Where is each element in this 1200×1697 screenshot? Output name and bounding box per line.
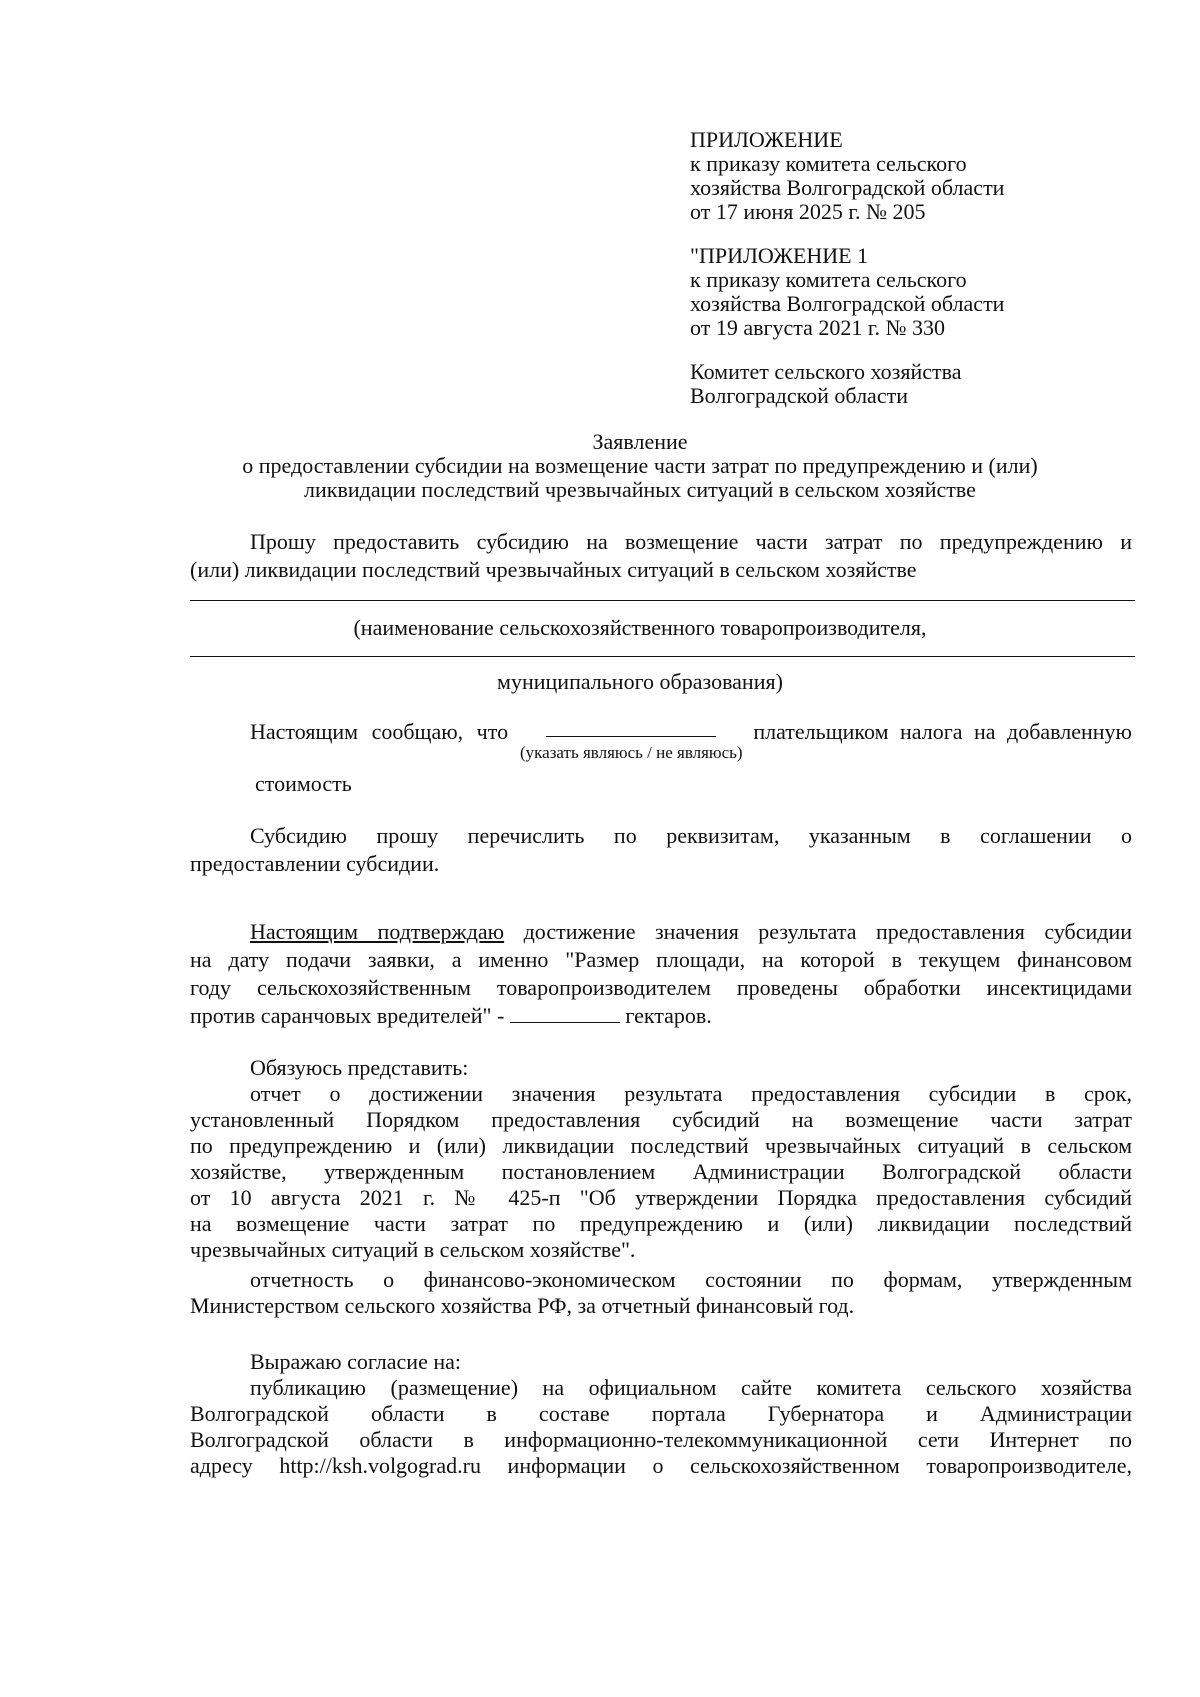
consent-line: Волгоградской области в составе портала Губернатора и Администрации — [190, 1401, 1132, 1426]
confirm-text — [250, 918, 1132, 946]
obligation-line: хозяйстве, утвержденным постановлением Администрации Волгоградской области — [190, 1159, 1132, 1184]
hectares-blank[interactable] — [510, 1004, 620, 1023]
confirm-rest: достижение значения результата предоставления субсидии — [523, 919, 1132, 944]
confirm-text — [190, 1002, 712, 1030]
confirm-text-post: гектаров. — [625, 1003, 712, 1028]
appendix-line: хозяйства Волгоградской области — [690, 291, 1005, 316]
confirm-text-pre: против саранчовых вредителей" - — [190, 1003, 505, 1028]
confirm-underlined: Настоящим подтверждаю — [250, 919, 505, 944]
obligation-line: чрезвычайных ситуаций в сельском хозяйстве". — [190, 1237, 636, 1262]
field-caption: (наименование сельскохозяйственного товаропроизводителя, — [353, 615, 927, 640]
appendix-title: "ПРИЛОЖЕНИЕ 1 — [690, 243, 869, 268]
obligation-line: отчет о достижении значения результата предоставления субсидии в срок, — [250, 1081, 1132, 1106]
vat-status-blank[interactable] — [546, 718, 716, 737]
vat-hint: (указать являюсь / не являюсь) — [520, 743, 743, 762]
vat-statement — [250, 718, 1132, 746]
document-title: Заявление — [592, 429, 688, 454]
appendix-line: к приказу комитета сельского — [690, 151, 967, 176]
fill-in-line[interactable] — [190, 600, 1135, 601]
obligation-title: Обязуюсь представить: — [250, 1055, 469, 1080]
request-text: Прошу предоставить субсидию на возмещение части затрат по предупреждению и — [250, 529, 1132, 554]
appendix-date: от 17 июня 2025 г. № 205 — [690, 199, 926, 224]
request-text: (или) ликвидации последствий чрезвычайных ситуаций в сельском хозяйстве — [190, 557, 917, 582]
vat-text: Настоящим сообщаю, что — [250, 719, 509, 744]
confirm-text: году сельскохозяйственным товаропроизводителем проведены обработки инсектицидами — [190, 975, 1132, 1000]
appendix-line: хозяйства Волгоградской области — [690, 175, 1005, 200]
fill-in-line[interactable] — [190, 656, 1135, 657]
addressee-line: Комитет сельского хозяйства — [690, 359, 962, 384]
document-subtitle: ликвидации последствий чрезвычайных ситуаций в сельском хозяйстве — [304, 477, 976, 502]
obligation-line: по предупреждению и (или) ликвидации последствий чрезвычайных ситуаций в сельском — [190, 1133, 1132, 1158]
obligation-line: от 10 августа 2021 г. № 425-п "Об утверждении Порядка предоставления субсидий — [190, 1185, 1132, 1210]
document-subtitle: о предоставлении субсидии на возмещение части затрат по предупреждению и (или) — [242, 453, 1038, 478]
consent-line: адресу http://ksh.volgograd.ru информации о сельскохозяйственном товаропроизводителе, — [190, 1453, 1132, 1478]
subsidy-text: предоставлении субсидии. — [190, 851, 440, 876]
vat-text: плательщиком налога на добавленную — [753, 719, 1132, 744]
obligation-line: на возмещение части затрат по предупреждению и (или) ликвидации последствий — [190, 1211, 1132, 1236]
appendix-line: к приказу комитета сельского — [690, 267, 967, 292]
confirm-text: на дату подачи заявки, а именно "Размер площади, на которой в текущем финансовом — [190, 947, 1132, 972]
consent-line: публикацию (размещение) на официальном сайте комитета сельского хозяйства — [250, 1375, 1132, 1400]
obligation-line: установленный Порядком предоставления субсидий на возмещение части затрат — [190, 1107, 1132, 1132]
consent-line: Волгоградской области в информационно-телекоммуникационной сети Интернет по — [190, 1427, 1132, 1452]
addressee-line: Волгоградской области — [690, 383, 908, 408]
obligation-line: Министерством сельского хозяйства РФ, за отчетный финансовый год. — [190, 1293, 855, 1318]
consent-title: Выражаю согласие на: — [250, 1349, 461, 1374]
obligation-line: отчетность о финансово-экономическом состоянии по формам, утвержденным — [250, 1267, 1132, 1292]
subsidy-text: Субсидию прошу перечислить по реквизитам, указанным в соглашении о — [250, 823, 1132, 848]
appendix-title: ПРИЛОЖЕНИЕ — [690, 127, 843, 152]
vat-text: стоимость — [255, 771, 352, 796]
appendix-date: от 19 августа 2021 г. № 330 — [690, 315, 945, 340]
field-caption: муниципального образования) — [497, 669, 783, 694]
